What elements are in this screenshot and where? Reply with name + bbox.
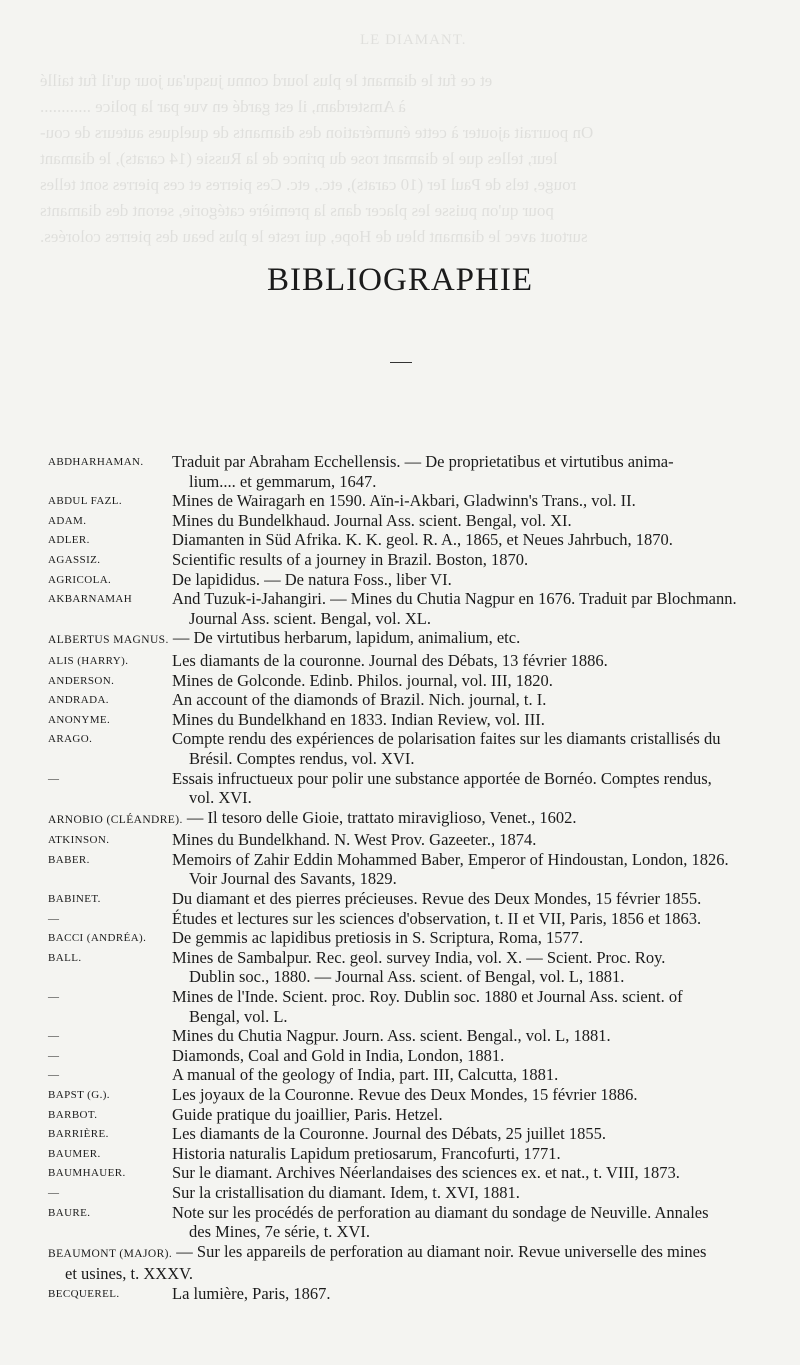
entry-author: BABINET.: [48, 893, 101, 906]
bibliography-entry: [48, 729, 788, 768]
entry-author: BACCI (ANDRÉA).: [48, 932, 147, 945]
entry-author: AGASSIZ.: [48, 553, 101, 566]
page-title: BIBLIOGRAPHIE: [267, 262, 533, 298]
entry-author: BECQUEREL.: [48, 1287, 120, 1300]
bibliography-entry: [48, 808, 788, 831]
entry-text-line: Guide pratique du joaillier, Paris. Hetzel.: [172, 1104, 443, 1124]
entry-text-line: Mines du Bundelkhaud. Journal Ass. scient. Bengal, vol. XI.: [172, 510, 572, 530]
entry-text-line: La lumière, Paris, 1867.: [172, 1283, 331, 1303]
bibliography-entry: [48, 1284, 788, 1304]
bibliography-entry: [48, 1065, 788, 1085]
entry-text-line: Essais infructueux pour polir une substance apportée de Bornéo. Comptes rendus,: [172, 768, 712, 788]
bibliography-entry: [48, 511, 788, 531]
entry-text-line: Mines du Bundelkhand en 1833. Indian Review, vol. III.: [172, 709, 545, 729]
bibliography-entry: [48, 850, 788, 889]
bibliography-entry: [48, 830, 788, 850]
title-divider: [390, 362, 412, 363]
entry-author: ANDRADA.: [48, 694, 109, 707]
entry-text-line: — Sur les appareils de perforation au diamant noir. Revue universelle des mines: [176, 1241, 707, 1261]
bibliography-entry: [48, 491, 788, 511]
entry-text-line: — De virtutibus herbarum, lapidum, animalium, etc.: [172, 628, 521, 648]
entry-text-line: vol. XVI.: [189, 788, 252, 808]
entry-author: —: [48, 1186, 60, 1199]
bibliography-entry: [48, 671, 788, 691]
entry-author: ARNOBIO (CLÉANDRE).: [48, 813, 183, 826]
bibliography-entry: [48, 651, 788, 671]
bibliography-entry: [48, 1203, 788, 1242]
entry-author: BAUMHAUER.: [48, 1167, 126, 1180]
entry-text-line: Mines du Chutia Nagpur. Journ. Ass. scient. Bengal., vol. L, 1881.: [172, 1026, 611, 1046]
entry-author: BABER.: [48, 853, 90, 866]
entry-text-line: et usines, t. XXXV.: [65, 1264, 194, 1284]
entry-text-line: De gemmis ac lapidibus pretiosis in S. Scriptura, Roma, 1577.: [172, 928, 584, 948]
entry-author: ANONYME.: [48, 713, 111, 726]
entry-text-line: Du diamant et des pierres précieuses. Revue des Deux Mondes, 15 février 1855.: [172, 889, 702, 909]
entry-text-line: Brésil. Comptes rendus, vol. XVI.: [189, 748, 415, 768]
bibliography-entry: [48, 1105, 788, 1125]
entry-author: —: [48, 991, 60, 1004]
entry-text-line: Traduit par Abraham Ecchellensis. — De proprietatibus et virtutibus anima-: [172, 452, 674, 471]
bibliography-entry: [48, 889, 788, 909]
entry-author: BARBOT.: [48, 1108, 98, 1121]
entry-text-line: Sur le diamant. Archives Néerlandaises des sciences ex. et nat., t. VIII, 1873.: [172, 1163, 680, 1183]
entry-text-line: De lapididus. — De natura Foss., liber VI.: [172, 569, 452, 589]
entry-author: ABDUL FAZL.: [48, 495, 123, 508]
entry-author: ALIS (HARRY).: [48, 654, 129, 667]
entry-text-line: Bengal, vol. L.: [189, 1006, 288, 1026]
entry-text-line: Mines de Sambalpur. Rec. geol. survey India, vol. X. — Scient. Proc. Roy.: [172, 947, 666, 967]
entry-text-line: — Il tesoro delle Gioie, trattato miraviglioso, Venet., 1602.: [186, 807, 577, 827]
entry-text-line: Note sur les procédés de perforation au diamant du sondage de Neuville. Annales: [172, 1202, 709, 1222]
bibliography-entry: [48, 1026, 788, 1046]
bibliography-entry: [48, 628, 788, 651]
bibliography-entry: [48, 550, 788, 570]
bibliography-entry: [48, 1085, 788, 1105]
entry-text-line: Diamonds, Coal and Gold in India, London, 1881.: [172, 1045, 505, 1065]
entry-text-line: Diamanten in Süd Afrika. K. K. geol. R. A., 1865, et Neues Jahrbuch, 1870.: [172, 530, 673, 550]
entry-text-line: Voir Journal des Savants, 1829.: [189, 869, 397, 889]
entry-text-line: Compte rendu des expériences de polarisation faites sur les diamants cristallisés du: [172, 729, 721, 749]
entry-text-line: des Mines, 7e série, t. XVI.: [189, 1222, 371, 1242]
entry-author: —: [48, 1069, 60, 1082]
entry-text-line: Scientific results of a journey in Brazil. Boston, 1870.: [172, 549, 529, 569]
entry-text-line: Memoirs of Zahir Eddin Mohammed Baber, Emperor of Hindoustan, London, 1826.: [172, 849, 729, 869]
entry-author: ANDERSON.: [48, 674, 115, 687]
show-through-text: LE DIAMANT. et ce fut le diamant le plus lourd connu jusqu'au jour qu'il fut taillé à Amsterdam, il est gardé en vue par la police ............ On pourrait ajouter à cette énumération des diamants de quelques auteurs de cou- leur, telles que le diamant rose du prince de la Russie (14 carats), le diamant rouge, tels de Paul Ier (10 carats), etc., etc. Ces pierres et ces pierres sont telles pour qu'on puisse les placer dans la première catégorie, seront des diamants surtout avec le diamant bleu de Hope, qui reste le plus beau des pierres colorées.: [40, 32, 594, 246]
entry-text-line: And Tuzuk-i-Jahangiri. — Mines du Chutia Nagpur en 1676. Traduit par Blochmann.: [172, 589, 737, 609]
bibliography-entry: [48, 452, 788, 491]
bibliography-entry: [48, 1144, 788, 1164]
entry-author: ABDHARHAMAN.: [48, 456, 144, 468]
entry-text-line: Les diamants de la couronne. Journal des Débats, 13 février 1886.: [172, 650, 608, 670]
entry-author: BALL.: [48, 951, 82, 964]
bibliography-entry: [48, 909, 788, 929]
bibliography-entry: [48, 710, 788, 730]
entry-author: AKBARNAMAH: [48, 593, 133, 606]
entry-author: BAURE.: [48, 1206, 91, 1219]
bibliography-entry: [48, 570, 788, 590]
bibliography-entry: [48, 769, 788, 808]
entry-author: ARAGO.: [48, 733, 93, 746]
entry-text-line: Études et lectures sur les sciences d'observation, t. II et VII, Paris, 1856 et 1863.: [172, 908, 702, 928]
bibliography-entry: [48, 1183, 788, 1203]
entry-text-line: Mines de Wairagarh en 1590. Aïn-i-Akbari, Gladwinn's Trans., vol. II.: [172, 491, 636, 511]
entry-text-line: Mines de l'Inde. Scient. proc. Roy. Dublin soc. 1880 et Journal Ass. scient. of: [172, 987, 683, 1007]
bibliography-entry: [48, 690, 788, 710]
entry-text-line: Historia naturalis Lapidum pretiosarum, Francofurti, 1771.: [172, 1143, 561, 1163]
bibliography-entry: [48, 1046, 788, 1066]
bibliography-entry: [48, 948, 788, 987]
entry-author: ADAM.: [48, 514, 87, 527]
entry-author: ALBERTUS MAGNUS.: [48, 634, 169, 647]
bibliography-entry: [48, 530, 788, 550]
entry-author: BEAUMONT (MAJOR).: [48, 1247, 173, 1260]
entry-text-line: lium.... et gemmarum, 1647.: [189, 471, 377, 491]
entry-text-line: Les diamants de la Couronne. Journal des Débats, 25 juillet 1855.: [172, 1124, 606, 1144]
bibliography-entry: [48, 589, 788, 628]
bibliography-entry: [48, 1163, 788, 1183]
entry-author: —: [48, 1049, 60, 1062]
entry-text-line: Sur la cristallisation du diamant. Idem, t. XVI, 1881.: [172, 1182, 520, 1202]
entry-author: BARRIÈRE.: [48, 1128, 109, 1141]
bibliography-list: [48, 452, 788, 1304]
bibliography-entry: [48, 928, 788, 948]
bibliography-entry: [48, 1124, 788, 1144]
entry-author: —: [48, 1030, 60, 1043]
entry-author: ATKINSON.: [48, 834, 110, 847]
entry-text-line: A manual of the geology of India, part. III, Calcutta, 1881.: [172, 1065, 559, 1085]
bibliography-entry: [48, 987, 788, 1026]
entry-author: —: [48, 912, 60, 925]
entry-text-line: Mines de Golconde. Edinb. Philos. journal, vol. III, 1820.: [172, 670, 553, 690]
entry-author: ADLER.: [48, 534, 90, 547]
bibliography-entry: [48, 1242, 788, 1284]
entry-text-line: Dublin soc., 1880. — Journal Ass. scient. of Bengal, vol. L, 1881.: [189, 967, 625, 987]
entry-text-line: Mines du Bundelkhand. N. West Prov. Gazeeter., 1874.: [172, 830, 537, 850]
entry-author: BAPST (G.).: [48, 1089, 110, 1101]
entry-text-line: Journal Ass. scient. Bengal, vol. XL.: [189, 608, 431, 628]
entry-text-line: Les joyaux de la Couronne. Revue des Deux Mondes, 15 février 1886.: [172, 1085, 638, 1104]
entry-author: AGRICOLA.: [48, 573, 112, 586]
entry-author: BAUMER.: [48, 1147, 101, 1160]
entry-text-line: An account of the diamonds of Brazil. Nich. journal, t. I.: [172, 690, 547, 710]
entry-author: —: [48, 772, 60, 785]
